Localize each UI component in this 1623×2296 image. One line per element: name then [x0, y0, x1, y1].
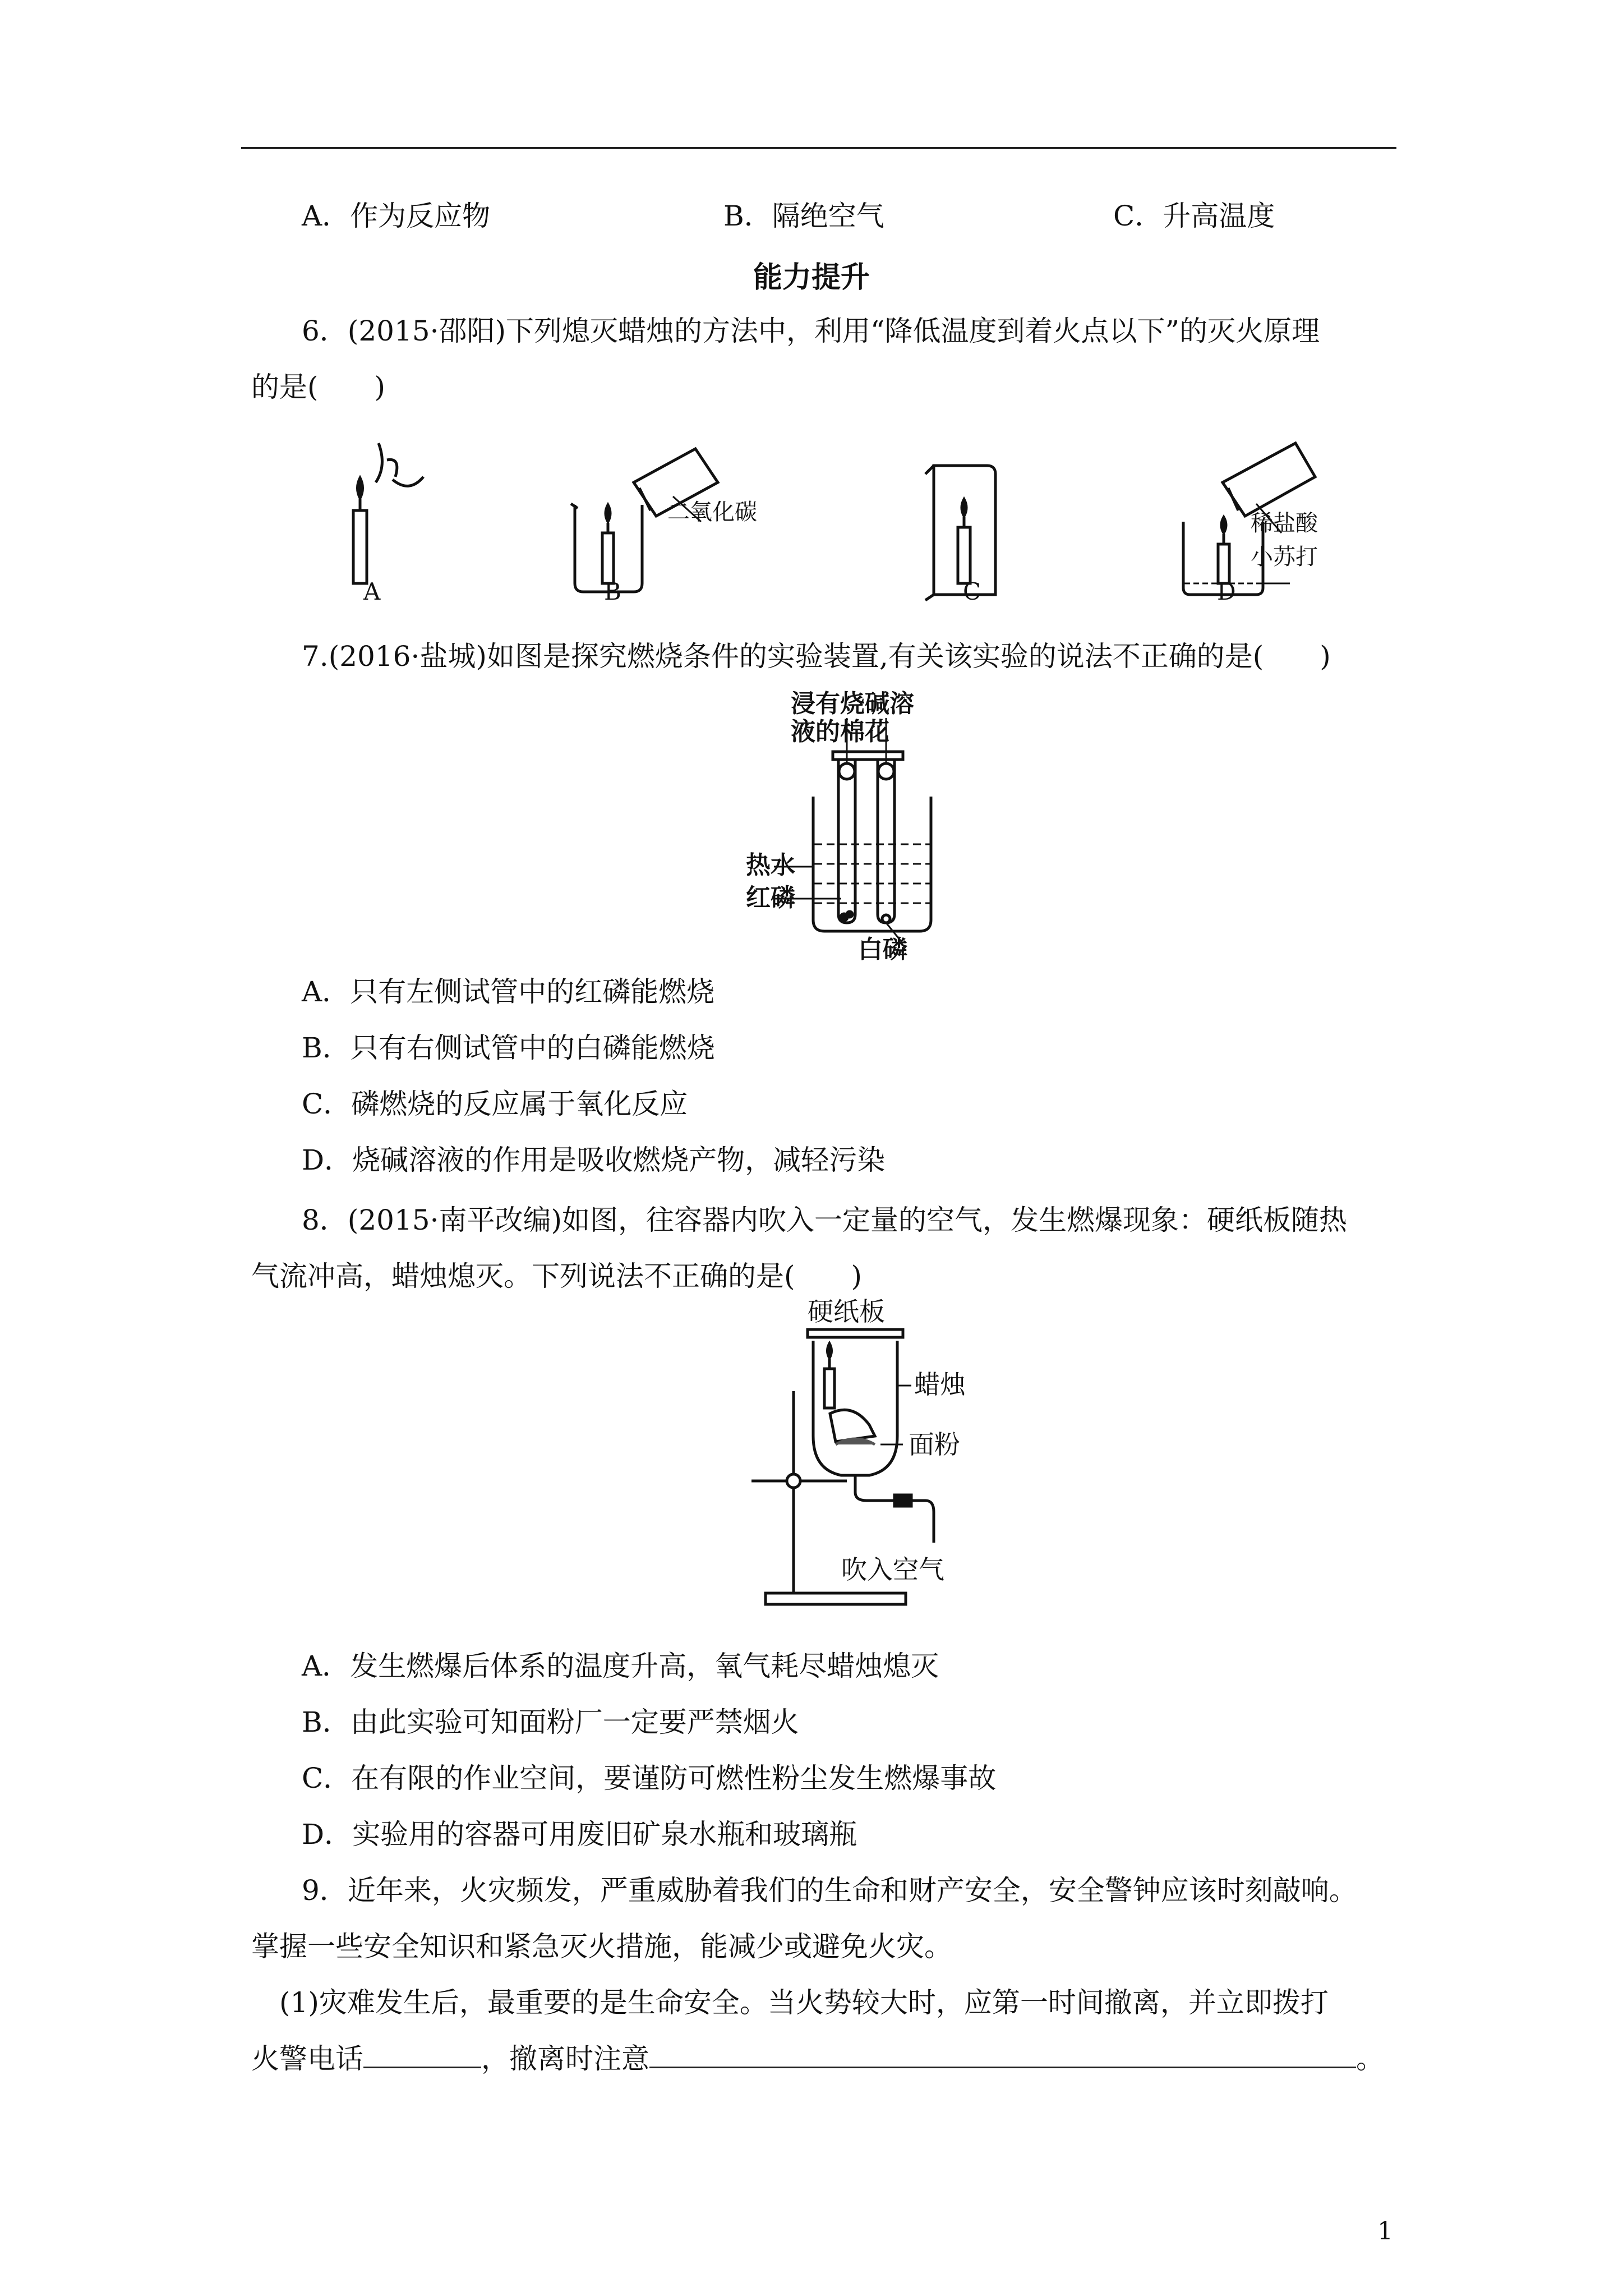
- q8-label-air: 吹入空气: [841, 1554, 944, 1585]
- q6-figure-drawing: [303, 432, 1346, 623]
- q6-label-soda: 小苏打: [1251, 544, 1318, 570]
- q7-label-cotton-2: 液的棉花: [791, 717, 889, 746]
- q5-option-b: B．隔绝空气: [723, 200, 884, 232]
- q8-line-2: 气流冲高，蜡烛熄灭。下列说法不正确的是( ): [251, 1260, 863, 1292]
- q7-label-hot-water: 热水: [746, 851, 795, 880]
- page-number: 1: [1377, 2217, 1393, 2246]
- q9-line-2: 掌握一些安全知识和紧急灭火措施，能减少或避免火灾。: [251, 1930, 952, 1963]
- q8-label-board: 硬纸板: [808, 1296, 885, 1327]
- q7-stem: [251, 628, 1395, 684]
- q7-option-d: D．烧碱溶液的作用是吸收燃烧产物，减轻污染: [302, 1144, 886, 1176]
- q9-line-1: 9．近年来，火灾频发，严重威胁着我们的生命和财产安全，安全警钟应该时刻敲响。: [302, 1874, 1357, 1907]
- q7-label-red-p: 红磷: [746, 884, 795, 912]
- header-rule: [241, 147, 1396, 149]
- q8-figure: [740, 1296, 976, 1621]
- q6-sub-a: A: [363, 578, 381, 605]
- q6-c-cover: [925, 466, 995, 600]
- q6-figure: [303, 432, 1346, 623]
- q9-fire-phone-prompt: 火警电话: [251, 2042, 363, 2075]
- q7-label-white-p: 白磷: [858, 935, 907, 964]
- q7-label-cotton-1: 浸有烧碱溶: [791, 689, 914, 718]
- q5-option-a: A．作为反应物: [302, 200, 491, 232]
- section-title: 能力提升: [753, 260, 870, 295]
- q8-option-d: D．实验用的容器可用废旧矿泉水瓶和玻璃瓶: [302, 1818, 857, 1851]
- q7-option-b: B．只有右侧试管中的白磷能燃烧: [302, 1032, 715, 1064]
- q6-sub-c: C: [963, 578, 981, 605]
- q8-option-b: B．由此实验可知面粉厂一定要严禁烟火: [302, 1706, 799, 1738]
- q8-label-flour: 面粉: [909, 1429, 960, 1460]
- q7-line-1: 7.(2016·盐城)如图是探究燃烧条件的实验装置,有关该实验的说法不正确的是( ): [302, 640, 1331, 673]
- fire-phone-blank[interactable]: [363, 2042, 481, 2068]
- escape-note-blank[interactable]: [649, 2042, 1356, 2068]
- q8-option-c: C．在有限的作业空间，要谨防可燃性粉尘发生燃爆事故: [302, 1762, 997, 1795]
- q9-part1-line-1: (1)灾难发生后，最重要的是生命安全。当火势较大时，应第一时间撤离，并立即拨打: [279, 1986, 1329, 2019]
- q8-option-a: A．发生燃爆后体系的温度升高，氧气耗尽蜡烛熄灭: [302, 1650, 939, 1682]
- q9-stem: [251, 1862, 1395, 2087]
- q8-line-1: 8．(2015·南平改编)如图，往容器内吹入一定量的空气，发生燃爆现象：硬纸板随热: [302, 1204, 1347, 1236]
- q9-escape-prompt: ，撤离时注意: [481, 2042, 649, 2075]
- q6-a-blowing: [353, 443, 423, 583]
- q6-stem: [251, 303, 1395, 415]
- q8-label-candle: 蜡烛: [914, 1369, 966, 1400]
- q9-period: 。: [1356, 2042, 1384, 2075]
- q7-option-c: C．磷燃烧的反应属于氧化反应: [302, 1088, 688, 1120]
- q8-options: [251, 1638, 1395, 1862]
- q8-stem: [251, 1192, 1395, 1304]
- q6-line-2: 的是( ): [251, 371, 386, 403]
- q6-sub-b: B: [604, 578, 621, 605]
- q6-label-co2: 二氧化碳: [667, 499, 757, 525]
- q5-option-c: C．升高温度: [1113, 200, 1275, 232]
- q7-option-a: A．只有左侧试管中的红磷能燃烧: [302, 976, 715, 1008]
- q6-sub-d: D: [1217, 578, 1236, 605]
- q9-part1-line-2: [251, 2031, 1395, 2087]
- q7-options: [251, 964, 1395, 1188]
- q6-line-1: 6．(2015·邵阳)下列熄灭蜡烛的方法中，利用“降低温度到着火点以下”的灭火原理: [302, 315, 1320, 347]
- q6-label-acid: 稀盐酸: [1251, 510, 1318, 536]
- q7-figure: [746, 684, 965, 965]
